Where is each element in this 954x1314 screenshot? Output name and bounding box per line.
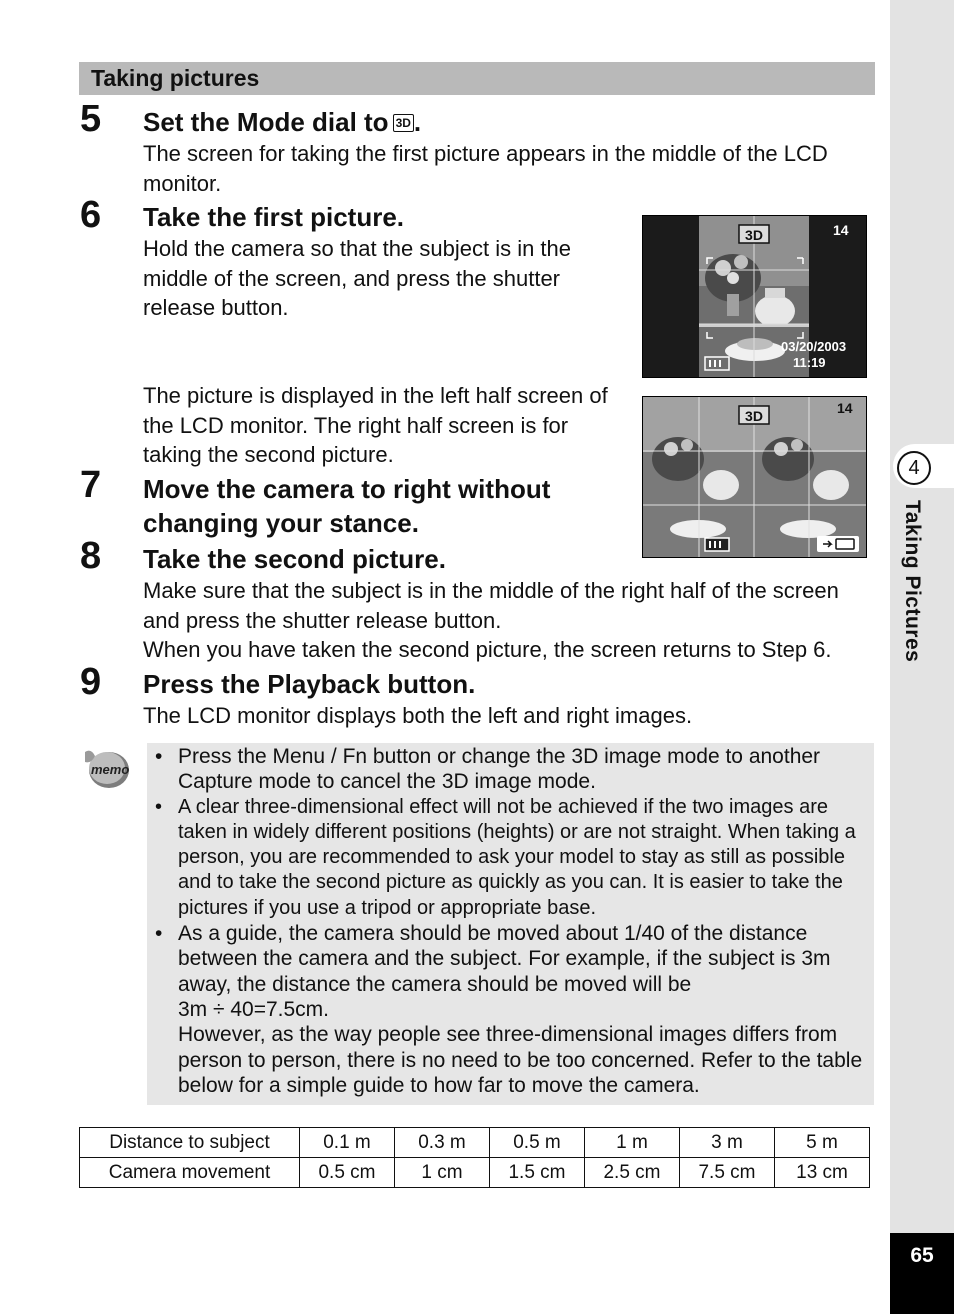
table-cell: 0.5 m [490, 1128, 585, 1158]
section-heading: Taking pictures [79, 62, 875, 95]
date-display: 03/20/2003 [781, 339, 847, 354]
step-body-2: The picture is displayed in the left half screen of the LCD monitor. The right half screen is for taking the second picture. [143, 383, 608, 467]
step-title-line2: changing your stance. [143, 508, 419, 538]
step-body: Make sure that the subject is in the middle of the right half of the screen and press the shutter release button. [143, 578, 839, 633]
chapter-title: Taking Pictures [901, 500, 924, 663]
table-cell: 3 m [680, 1128, 775, 1158]
table-cell: 1 m [585, 1128, 680, 1158]
table-cell: 1 cm [395, 1158, 490, 1188]
lcd-screen-first-shot [642, 215, 867, 378]
memo-item: • As a guide, the camera should be moved about 1/40 of the distance between the camera and the subject. For example, if the subject is 3m away, the distance the camera should be moved will be 3m ÷ 40=7.5cm. However, as the way people see three-dimensional images differs from person to person, there is no need to be too concerned. Refer to the table below for a simple guide to how far to move the camera. [155, 922, 863, 1097]
mode-indicator: 3D [745, 227, 763, 243]
table-cell: 1.5 cm [490, 1158, 585, 1188]
page-number: 65 [890, 1233, 954, 1314]
table-row [80, 1128, 870, 1158]
step-number: 5 [80, 98, 102, 140]
chapter-number: 4 [897, 451, 931, 485]
step-title: Take the second picture. [143, 544, 446, 574]
table-cell: 13 cm [775, 1158, 870, 1188]
distance-table [79, 1127, 870, 1188]
time-display: 11:19 [793, 355, 826, 370]
3d-mode-icon: 3D [393, 114, 414, 132]
step-number: 7 [80, 464, 102, 506]
table-header-cell: Distance to subject [80, 1128, 300, 1158]
table-cell: 0.1 m [300, 1128, 395, 1158]
table-cell: 7.5 cm [680, 1158, 775, 1188]
table-row [80, 1158, 870, 1188]
memo-list [155, 744, 867, 1098]
memo-icon [81, 748, 131, 790]
step-number: 6 [80, 194, 102, 236]
step-title: Take the first picture. [143, 202, 405, 232]
table-header-cell: Camera movement [80, 1158, 300, 1188]
table-cell: 0.5 cm [300, 1158, 395, 1188]
table-cell: 2.5 cm [585, 1158, 680, 1188]
table-cell: 5 m [775, 1128, 870, 1158]
step-number: 9 [80, 661, 102, 703]
shot-count: 14 [837, 400, 853, 416]
step-title: Press the Playback button. [143, 669, 476, 699]
table-cell: 0.3 m [395, 1128, 490, 1158]
memo-label: memo [91, 762, 130, 777]
step-body: The LCD monitor displays both the left and right images. [143, 703, 693, 728]
step-body: Hold the camera so that the subject is in the middle of the screen, and press the shutter release button. [143, 236, 572, 320]
lcd-screen-second-shot [642, 396, 867, 558]
memo-item: • Press the Menu / Fn button or change the 3D image mode to another Capture mode to cancel the 3D image mode. [155, 745, 821, 794]
step-title-line1: Move the camera to right without [143, 474, 551, 504]
step-number: 8 [80, 535, 102, 577]
step-body-2: When you have taken the second picture, the screen returns to Step 6. [143, 637, 832, 662]
step-title: Set the Mode dial to 3D . [143, 107, 422, 137]
step-body: The screen for taking the first picture appears in the middle of the LCD monitor. [143, 141, 828, 196]
memo-item: • A clear three-dimensional effect will not be achieved if the two images are taken in widely different positions (heights) or are not straight. When taking a person, you are recommended to ask your model to stay as still as possible and to take the second picture as quickly as you can. It is easier to take the pictures if you use a tripod or appropriate base. [155, 795, 856, 919]
shot-count: 14 [833, 222, 849, 238]
mode-indicator: 3D [745, 408, 763, 424]
